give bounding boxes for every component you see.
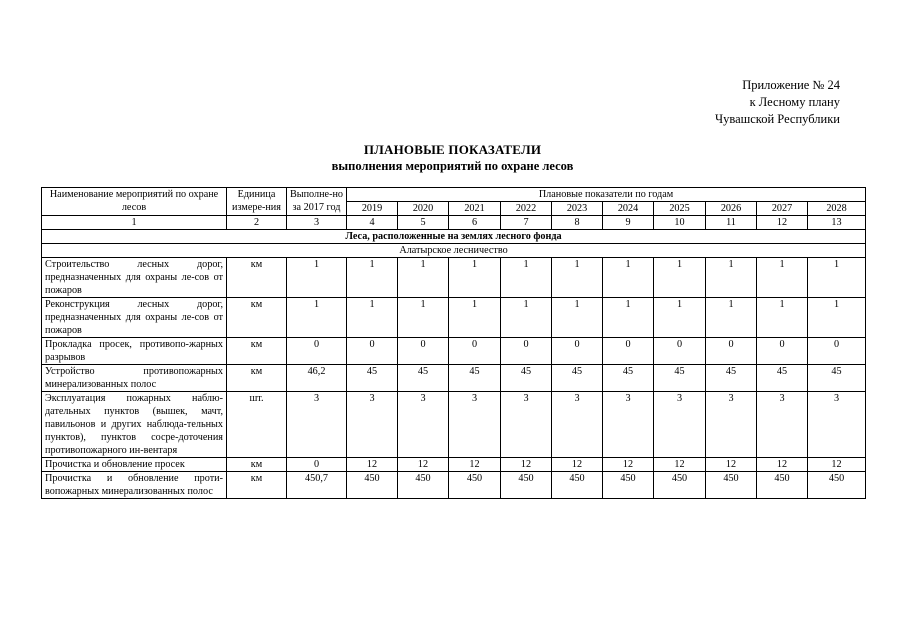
activity-name: Реконструкция лесных дорог, предназначенных для охраны ле-сов от пожаров xyxy=(42,298,227,338)
year-value-cell: 45 xyxy=(603,365,654,392)
header-name: Наименование мероприятий по охране лесов xyxy=(42,188,227,216)
activity-name: Прочистка и обновление просек xyxy=(42,458,227,472)
title-main: ПЛАНОВЫЕ ПОКАЗАТЕЛИ xyxy=(363,142,542,157)
column-index: 5 xyxy=(398,216,449,230)
header-year: 2028 xyxy=(808,202,866,216)
column-index: 8 xyxy=(552,216,603,230)
column-index: 3 xyxy=(287,216,347,230)
year-value-cell: 45 xyxy=(449,365,501,392)
column-index: 6 xyxy=(449,216,501,230)
table-row xyxy=(42,365,866,392)
year-value-cell: 450 xyxy=(706,472,757,499)
done-2017-cell: 450,7 xyxy=(287,472,347,499)
year-value-cell: 12 xyxy=(552,458,603,472)
year-value-cell: 0 xyxy=(706,338,757,365)
year-value-cell: 1 xyxy=(347,298,398,338)
year-value-cell: 0 xyxy=(757,338,808,365)
year-value-cell: 450 xyxy=(449,472,501,499)
column-index: 10 xyxy=(654,216,706,230)
year-value-cell: 3 xyxy=(501,392,552,458)
header-year: 2026 xyxy=(706,202,757,216)
plan-table xyxy=(41,187,866,499)
done-2017-cell: 0 xyxy=(287,458,347,472)
activity-name: Строительство лесных дорог, предназначенных для охраны ле-сов от пожаров xyxy=(42,258,227,298)
year-value-cell: 450 xyxy=(398,472,449,499)
year-value-cell: 12 xyxy=(654,458,706,472)
column-index: 11 xyxy=(706,216,757,230)
year-value-cell: 1 xyxy=(757,298,808,338)
year-value-cell: 1 xyxy=(501,298,552,338)
year-value-cell: 45 xyxy=(706,365,757,392)
appendix-plan: к Лесному плану xyxy=(749,95,840,109)
year-value-cell: 12 xyxy=(808,458,866,472)
year-value-cell: 1 xyxy=(706,298,757,338)
column-index: 9 xyxy=(603,216,654,230)
year-value-cell: 0 xyxy=(654,338,706,365)
column-index: 12 xyxy=(757,216,808,230)
year-value-cell: 450 xyxy=(552,472,603,499)
year-value-cell: 45 xyxy=(654,365,706,392)
year-value-cell: 3 xyxy=(706,392,757,458)
year-value-cell: 1 xyxy=(654,258,706,298)
title-subtitle: выполнения мероприятий по охране лесов xyxy=(331,159,574,173)
year-value-cell: 1 xyxy=(654,298,706,338)
unit-cell: км xyxy=(227,365,287,392)
unit-cell: км xyxy=(227,298,287,338)
year-value-cell: 0 xyxy=(501,338,552,365)
subsection-title: Алатырское лесничество xyxy=(42,244,866,258)
year-value-cell: 3 xyxy=(347,392,398,458)
unit-cell: км xyxy=(227,258,287,298)
year-value-cell: 450 xyxy=(501,472,552,499)
year-value-cell: 3 xyxy=(654,392,706,458)
header-year: 2023 xyxy=(552,202,603,216)
year-value-cell: 3 xyxy=(757,392,808,458)
year-value-cell: 45 xyxy=(347,365,398,392)
year-value-cell: 450 xyxy=(603,472,654,499)
year-value-cell: 450 xyxy=(654,472,706,499)
header-year: 2021 xyxy=(449,202,501,216)
done-2017-cell: 1 xyxy=(287,258,347,298)
document-title xyxy=(0,141,905,175)
year-value-cell: 1 xyxy=(757,258,808,298)
year-value-cell: 0 xyxy=(347,338,398,365)
column-index: 13 xyxy=(808,216,866,230)
year-value-cell: 1 xyxy=(603,258,654,298)
year-value-cell: 45 xyxy=(552,365,603,392)
appendix-number: Приложение № 24 xyxy=(742,78,840,92)
column-index: 7 xyxy=(501,216,552,230)
year-value-cell: 1 xyxy=(449,258,501,298)
year-value-cell: 450 xyxy=(347,472,398,499)
header-unit: Единица измере-ния xyxy=(227,188,287,216)
header-year: 2019 xyxy=(347,202,398,216)
year-value-cell: 0 xyxy=(552,338,603,365)
unit-cell: км xyxy=(227,338,287,365)
year-value-cell: 450 xyxy=(808,472,866,499)
section-title: Леса, расположенные на землях лесного фонда xyxy=(42,230,866,244)
unit-cell: км xyxy=(227,472,287,499)
activity-name: Прокладка просек, противопо-жарных разрывов xyxy=(42,338,227,365)
year-value-cell: 12 xyxy=(501,458,552,472)
column-index: 4 xyxy=(347,216,398,230)
table-row xyxy=(42,458,866,472)
table-row xyxy=(42,338,866,365)
year-value-cell: 45 xyxy=(398,365,449,392)
year-value-cell: 1 xyxy=(808,298,866,338)
year-value-cell: 1 xyxy=(552,298,603,338)
done-2017-cell: 3 xyxy=(287,392,347,458)
year-value-cell: 3 xyxy=(449,392,501,458)
table-row xyxy=(42,392,866,458)
header-planned: Плановые показатели по годам xyxy=(347,188,866,202)
year-value-cell: 12 xyxy=(398,458,449,472)
year-value-cell: 1 xyxy=(706,258,757,298)
unit-cell: шт. xyxy=(227,392,287,458)
year-value-cell: 3 xyxy=(603,392,654,458)
done-2017-cell: 0 xyxy=(287,338,347,365)
year-value-cell: 1 xyxy=(398,298,449,338)
year-value-cell: 0 xyxy=(603,338,654,365)
year-value-cell: 1 xyxy=(501,258,552,298)
year-value-cell: 45 xyxy=(501,365,552,392)
header-year: 2020 xyxy=(398,202,449,216)
year-value-cell: 1 xyxy=(449,298,501,338)
year-value-cell: 0 xyxy=(398,338,449,365)
table-row xyxy=(42,298,866,338)
year-value-cell: 1 xyxy=(398,258,449,298)
year-value-cell: 0 xyxy=(808,338,866,365)
header-year: 2027 xyxy=(757,202,808,216)
done-2017-cell: 46,2 xyxy=(287,365,347,392)
appendix-region: Чувашской Республики xyxy=(714,112,840,126)
table-row xyxy=(42,472,866,499)
column-index-row xyxy=(42,216,866,230)
year-value-cell: 3 xyxy=(552,392,603,458)
year-value-cell: 12 xyxy=(706,458,757,472)
year-value-cell: 12 xyxy=(449,458,501,472)
year-value-cell: 3 xyxy=(808,392,866,458)
activity-name: Эксплуатация пожарных наблю-дательных пунктов (вышек, мачт, павильонов и других наблюда-тельных пунктов), пунктов сосре-доточения противопожарного ин-вентаря xyxy=(42,392,227,458)
header-done: Выполне-но за 2017 год xyxy=(287,188,347,216)
activity-name: Прочистка и обновление проти-вопожарных минерализованных полос xyxy=(42,472,227,499)
year-value-cell: 45 xyxy=(808,365,866,392)
header-year: 2025 xyxy=(654,202,706,216)
year-value-cell: 12 xyxy=(757,458,808,472)
column-index: 1 xyxy=(42,216,227,230)
year-value-cell: 1 xyxy=(808,258,866,298)
table-row xyxy=(42,258,866,298)
year-value-cell: 1 xyxy=(603,298,654,338)
unit-cell: км xyxy=(227,458,287,472)
done-2017-cell: 1 xyxy=(287,298,347,338)
appendix-note xyxy=(715,77,840,128)
year-value-cell: 1 xyxy=(347,258,398,298)
year-value-cell: 12 xyxy=(347,458,398,472)
year-value-cell: 450 xyxy=(757,472,808,499)
year-value-cell: 12 xyxy=(603,458,654,472)
year-value-cell: 45 xyxy=(757,365,808,392)
activity-name: Устройство противопожарных минерализованных полос xyxy=(42,365,227,392)
header-year: 2024 xyxy=(603,202,654,216)
table-body xyxy=(42,258,866,499)
year-value-cell: 0 xyxy=(449,338,501,365)
header-year: 2022 xyxy=(501,202,552,216)
year-value-cell: 1 xyxy=(552,258,603,298)
column-index: 2 xyxy=(227,216,287,230)
year-value-cell: 3 xyxy=(398,392,449,458)
